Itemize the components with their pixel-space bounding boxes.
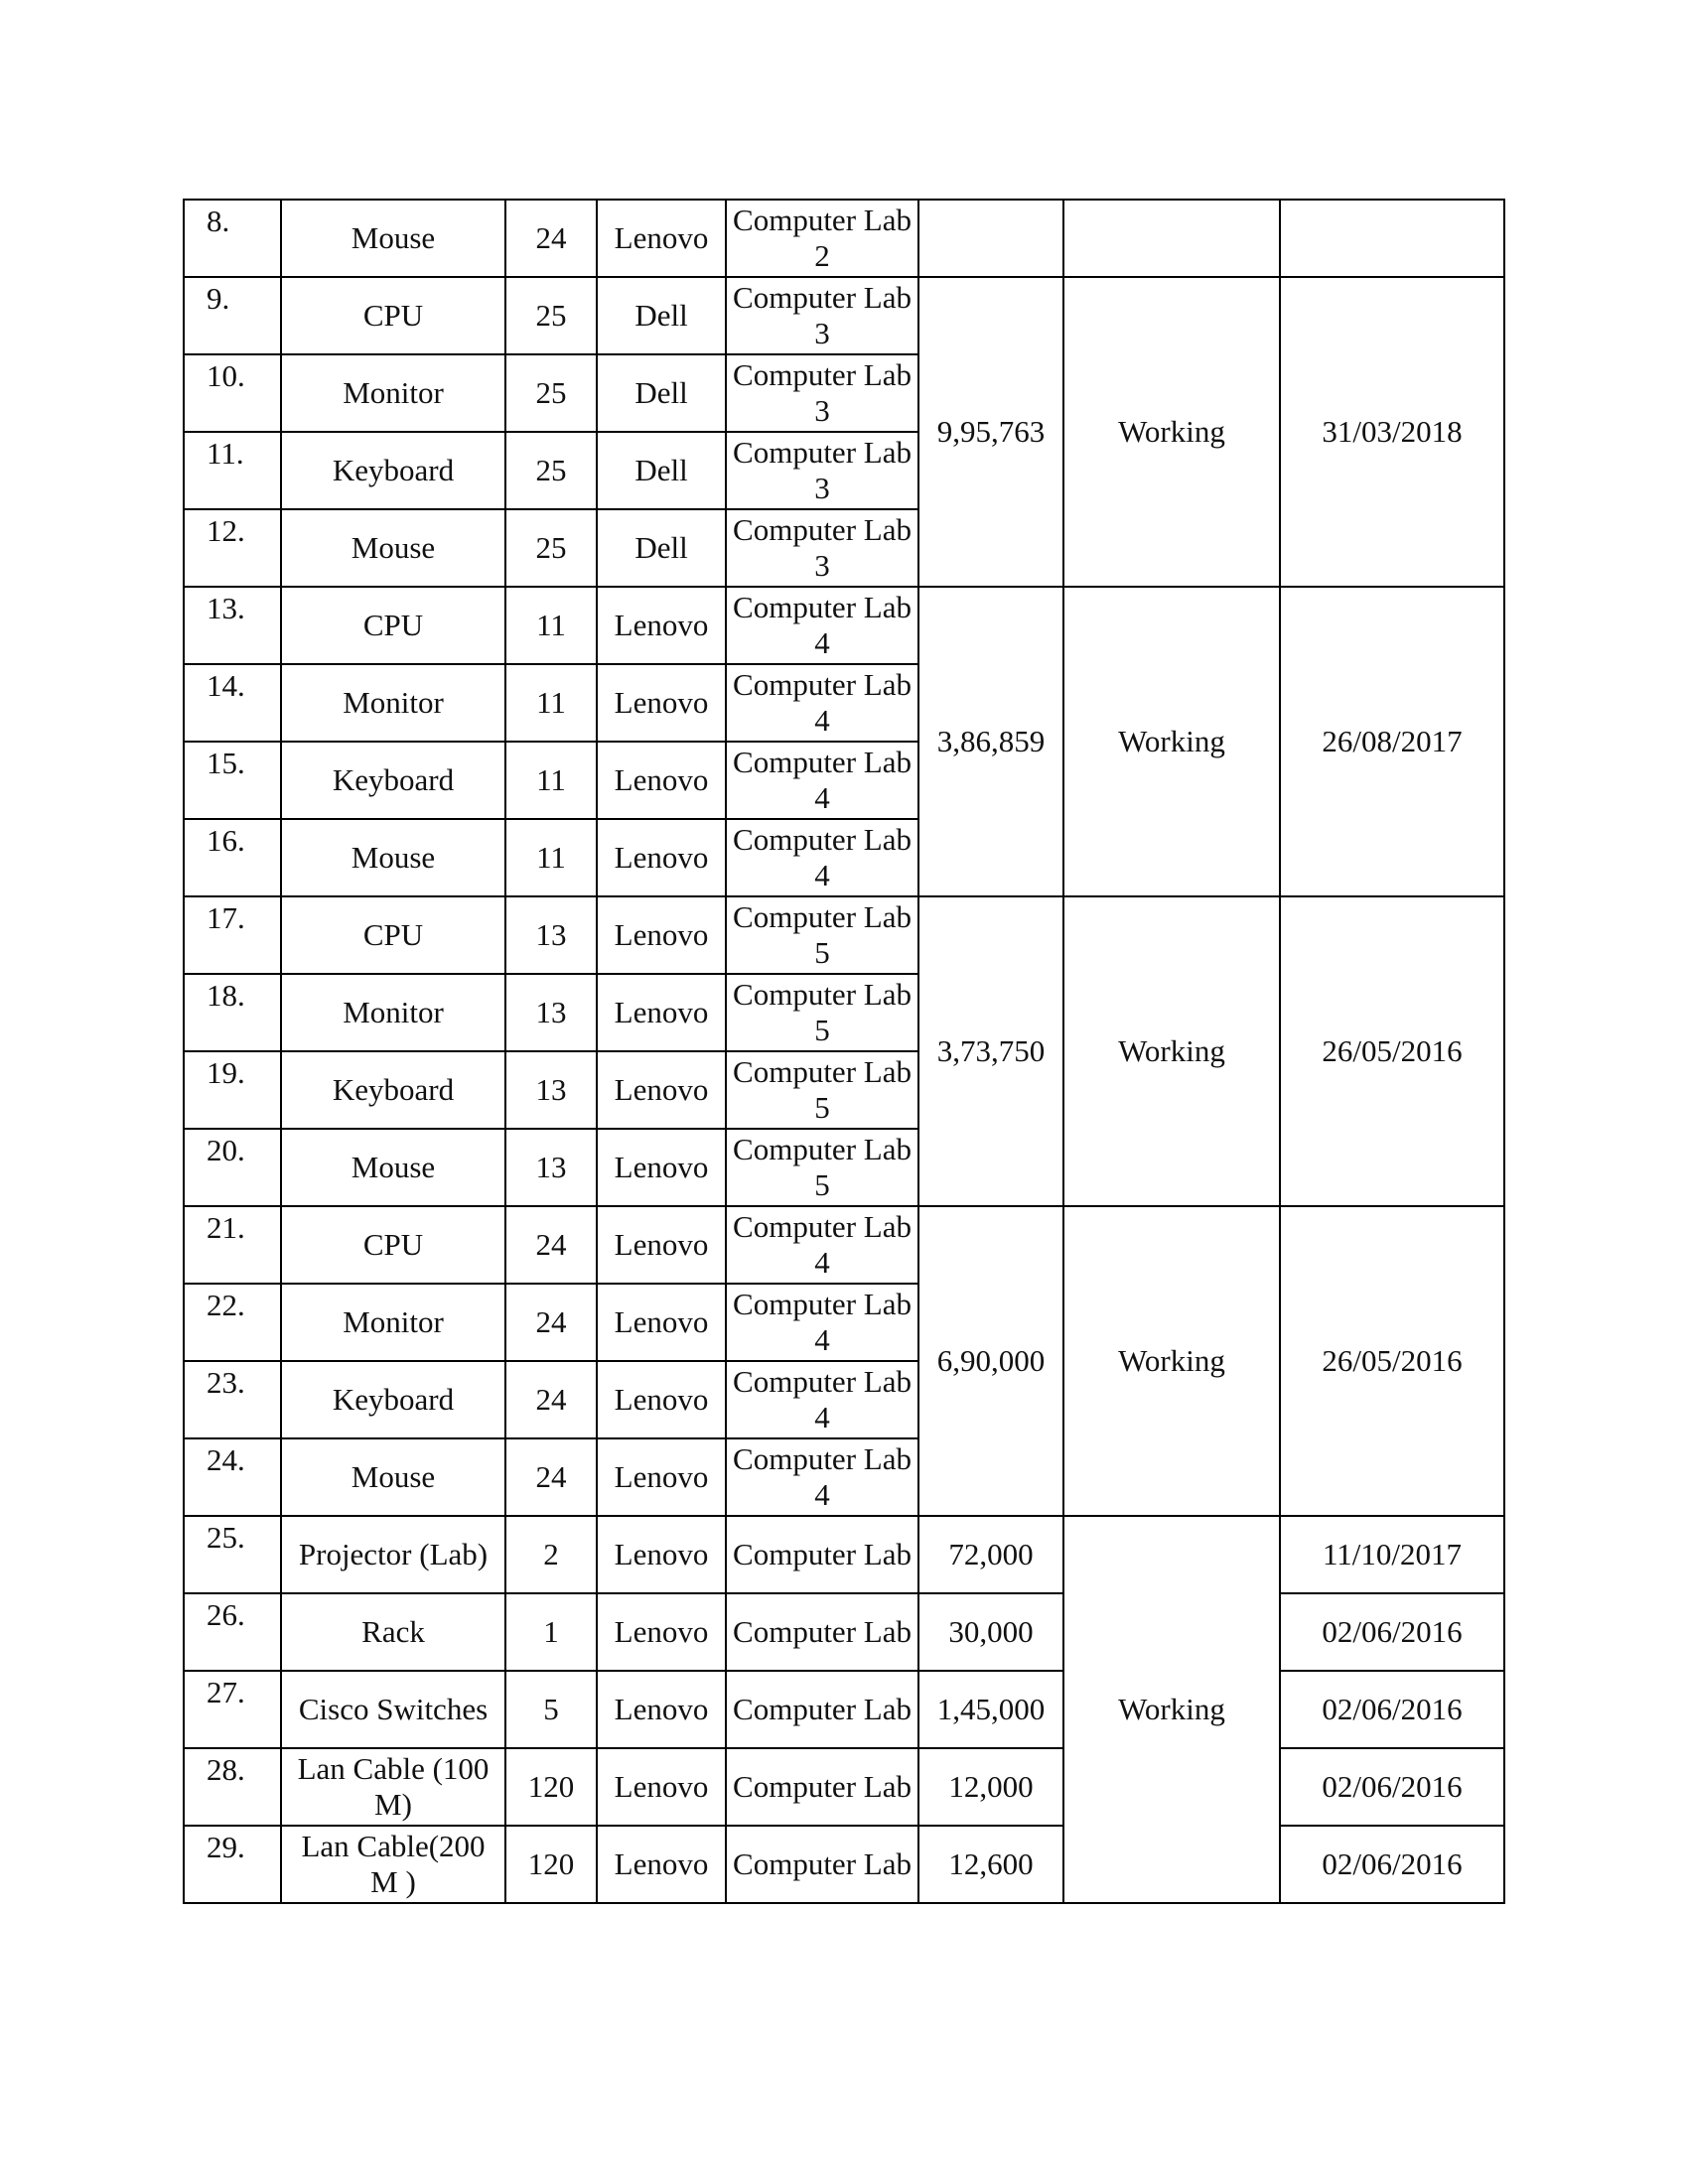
item-cell: CPU: [281, 587, 505, 664]
group-status-cell: Working: [1063, 277, 1280, 587]
quantity-cell: 5: [505, 1671, 597, 1748]
brand-cell: Lenovo: [597, 1593, 726, 1671]
item-cell: Keyboard: [281, 1051, 505, 1129]
location-cell: Computer Lab 5: [726, 896, 918, 974]
quantity-cell: 13: [505, 974, 597, 1051]
serial-cell: 28.: [184, 1748, 281, 1826]
serial-cell: 15.: [184, 742, 281, 819]
location-cell: Computer Lab 4: [726, 819, 918, 896]
location-cell: Computer Lab 5: [726, 1129, 918, 1206]
serial-cell: 23.: [184, 1361, 281, 1438]
table-row: [184, 896, 1504, 974]
location-cell: Computer Lab 3: [726, 354, 918, 432]
item-cell: Mouse: [281, 819, 505, 896]
serial-cell: 13.: [184, 587, 281, 664]
item-cell: Projector (Lab): [281, 1516, 505, 1593]
table-row: [184, 1593, 1504, 1671]
brand-cell: Lenovo: [597, 587, 726, 664]
quantity-cell: 24: [505, 1438, 597, 1516]
location-cell: Computer Lab 4: [726, 664, 918, 742]
group-cost-cell: 6,90,000: [918, 1206, 1063, 1516]
quantity-cell: 120: [505, 1826, 597, 1903]
serial-cell: 10.: [184, 354, 281, 432]
item-cell: Monitor: [281, 1284, 505, 1361]
location-cell: Computer Lab: [726, 1593, 918, 1671]
table-row: [184, 1516, 1504, 1593]
serial-cell: 11.: [184, 432, 281, 509]
cost-cell: 1,45,000: [918, 1671, 1063, 1748]
serial-cell: 16.: [184, 819, 281, 896]
location-cell: Computer Lab 4: [726, 1284, 918, 1361]
item-cell: CPU: [281, 1206, 505, 1284]
brand-cell: Lenovo: [597, 1129, 726, 1206]
cost-cell: 12,600: [918, 1826, 1063, 1903]
quantity-cell: 11: [505, 587, 597, 664]
serial-cell: 21.: [184, 1206, 281, 1284]
brand-cell: Dell: [597, 277, 726, 354]
item-cell: Mouse: [281, 200, 505, 277]
group-cost-cell: 3,73,750: [918, 896, 1063, 1206]
location-cell: Computer Lab: [726, 1671, 918, 1748]
group-date-cell: 26/08/2017: [1280, 587, 1504, 896]
item-cell: Mouse: [281, 1438, 505, 1516]
quantity-cell: 24: [505, 1206, 597, 1284]
serial-cell: 24.: [184, 1438, 281, 1516]
quantity-cell: 2: [505, 1516, 597, 1593]
item-cell: Mouse: [281, 509, 505, 587]
brand-cell: Lenovo: [597, 1438, 726, 1516]
location-cell: Computer Lab 4: [726, 1206, 918, 1284]
quantity-cell: 25: [505, 277, 597, 354]
group-status-cell: Working: [1063, 1516, 1280, 1903]
item-cell: Lan Cable(200 M ): [281, 1826, 505, 1903]
brand-cell: Dell: [597, 432, 726, 509]
group-date-cell: 26/05/2016: [1280, 1206, 1504, 1516]
quantity-cell: 120: [505, 1748, 597, 1826]
group-status-cell: Working: [1063, 1206, 1280, 1516]
location-cell: Computer Lab: [726, 1516, 918, 1593]
quantity-cell: 13: [505, 1051, 597, 1129]
quantity-cell: 11: [505, 742, 597, 819]
brand-cell: Dell: [597, 509, 726, 587]
serial-cell: 12.: [184, 509, 281, 587]
serial-cell: 19.: [184, 1051, 281, 1129]
brand-cell: Dell: [597, 354, 726, 432]
table-row: [184, 1826, 1504, 1903]
location-cell: Computer Lab 4: [726, 587, 918, 664]
date-cell: 02/06/2016: [1280, 1593, 1504, 1671]
brand-cell: Lenovo: [597, 1826, 726, 1903]
quantity-cell: 1: [505, 1593, 597, 1671]
item-cell: CPU: [281, 896, 505, 974]
item-cell: Keyboard: [281, 1361, 505, 1438]
brand-cell: Lenovo: [597, 1051, 726, 1129]
quantity-cell: 13: [505, 1129, 597, 1206]
date-cell: 02/06/2016: [1280, 1748, 1504, 1826]
location-cell: Computer Lab 2: [726, 200, 918, 277]
quantity-cell: 24: [505, 1284, 597, 1361]
quantity-cell: 25: [505, 432, 597, 509]
serial-cell: 26.: [184, 1593, 281, 1671]
item-cell: Keyboard: [281, 742, 505, 819]
brand-cell: Lenovo: [597, 1361, 726, 1438]
location-cell: Computer Lab 3: [726, 277, 918, 354]
status-cell: [1063, 200, 1280, 277]
quantity-cell: 25: [505, 354, 597, 432]
item-cell: Rack: [281, 1593, 505, 1671]
location-cell: Computer Lab: [726, 1826, 918, 1903]
serial-cell: 17.: [184, 896, 281, 974]
location-cell: Computer Lab 5: [726, 974, 918, 1051]
location-cell: Computer Lab 4: [726, 1438, 918, 1516]
group-date-cell: 26/05/2016: [1280, 896, 1504, 1206]
date-cell: 11/10/2017: [1280, 1516, 1504, 1593]
table-row: [184, 1206, 1504, 1284]
quantity-cell: 24: [505, 1361, 597, 1438]
date-cell: [1280, 200, 1504, 277]
quantity-cell: 24: [505, 200, 597, 277]
item-cell: Monitor: [281, 354, 505, 432]
serial-cell: 14.: [184, 664, 281, 742]
serial-cell: 20.: [184, 1129, 281, 1206]
serial-cell: 27.: [184, 1671, 281, 1748]
quantity-cell: 13: [505, 896, 597, 974]
date-cell: 02/06/2016: [1280, 1826, 1504, 1903]
cost-cell: 30,000: [918, 1593, 1063, 1671]
item-cell: Mouse: [281, 1129, 505, 1206]
quantity-cell: 25: [505, 509, 597, 587]
table-row: [184, 587, 1504, 664]
brand-cell: Lenovo: [597, 1284, 726, 1361]
quantity-cell: 11: [505, 664, 597, 742]
group-cost-cell: 3,86,859: [918, 587, 1063, 896]
table-row: [184, 1748, 1504, 1826]
brand-cell: Lenovo: [597, 1748, 726, 1826]
group-status-cell: Working: [1063, 896, 1280, 1206]
item-cell: Monitor: [281, 974, 505, 1051]
item-cell: CPU: [281, 277, 505, 354]
brand-cell: Lenovo: [597, 664, 726, 742]
table-row: [184, 277, 1504, 354]
serial-cell: 8.: [184, 200, 281, 277]
brand-cell: Lenovo: [597, 1206, 726, 1284]
location-cell: Computer Lab 4: [726, 742, 918, 819]
location-cell: Computer Lab 5: [726, 1051, 918, 1129]
location-cell: Computer Lab 3: [726, 432, 918, 509]
table-row: [184, 200, 1504, 277]
group-date-cell: 31/03/2018: [1280, 277, 1504, 587]
cost-cell: [918, 200, 1063, 277]
date-cell: 02/06/2016: [1280, 1671, 1504, 1748]
serial-cell: 22.: [184, 1284, 281, 1361]
serial-cell: 9.: [184, 277, 281, 354]
item-cell: Lan Cable (100 M): [281, 1748, 505, 1826]
location-cell: Computer Lab: [726, 1748, 918, 1826]
location-cell: Computer Lab 3: [726, 509, 918, 587]
quantity-cell: 11: [505, 819, 597, 896]
group-status-cell: Working: [1063, 587, 1280, 896]
item-cell: Cisco Switches: [281, 1671, 505, 1748]
inventory-table: [183, 199, 1505, 1904]
item-cell: Keyboard: [281, 432, 505, 509]
brand-cell: Lenovo: [597, 200, 726, 277]
brand-cell: Lenovo: [597, 896, 726, 974]
brand-cell: Lenovo: [597, 819, 726, 896]
table-row: [184, 1671, 1504, 1748]
brand-cell: Lenovo: [597, 1671, 726, 1748]
cost-cell: 12,000: [918, 1748, 1063, 1826]
brand-cell: Lenovo: [597, 974, 726, 1051]
group-cost-cell: 9,95,763: [918, 277, 1063, 587]
brand-cell: Lenovo: [597, 1516, 726, 1593]
item-cell: Monitor: [281, 664, 505, 742]
serial-cell: 25.: [184, 1516, 281, 1593]
brand-cell: Lenovo: [597, 742, 726, 819]
location-cell: Computer Lab 4: [726, 1361, 918, 1438]
serial-cell: 29.: [184, 1826, 281, 1903]
serial-cell: 18.: [184, 974, 281, 1051]
cost-cell: 72,000: [918, 1516, 1063, 1593]
